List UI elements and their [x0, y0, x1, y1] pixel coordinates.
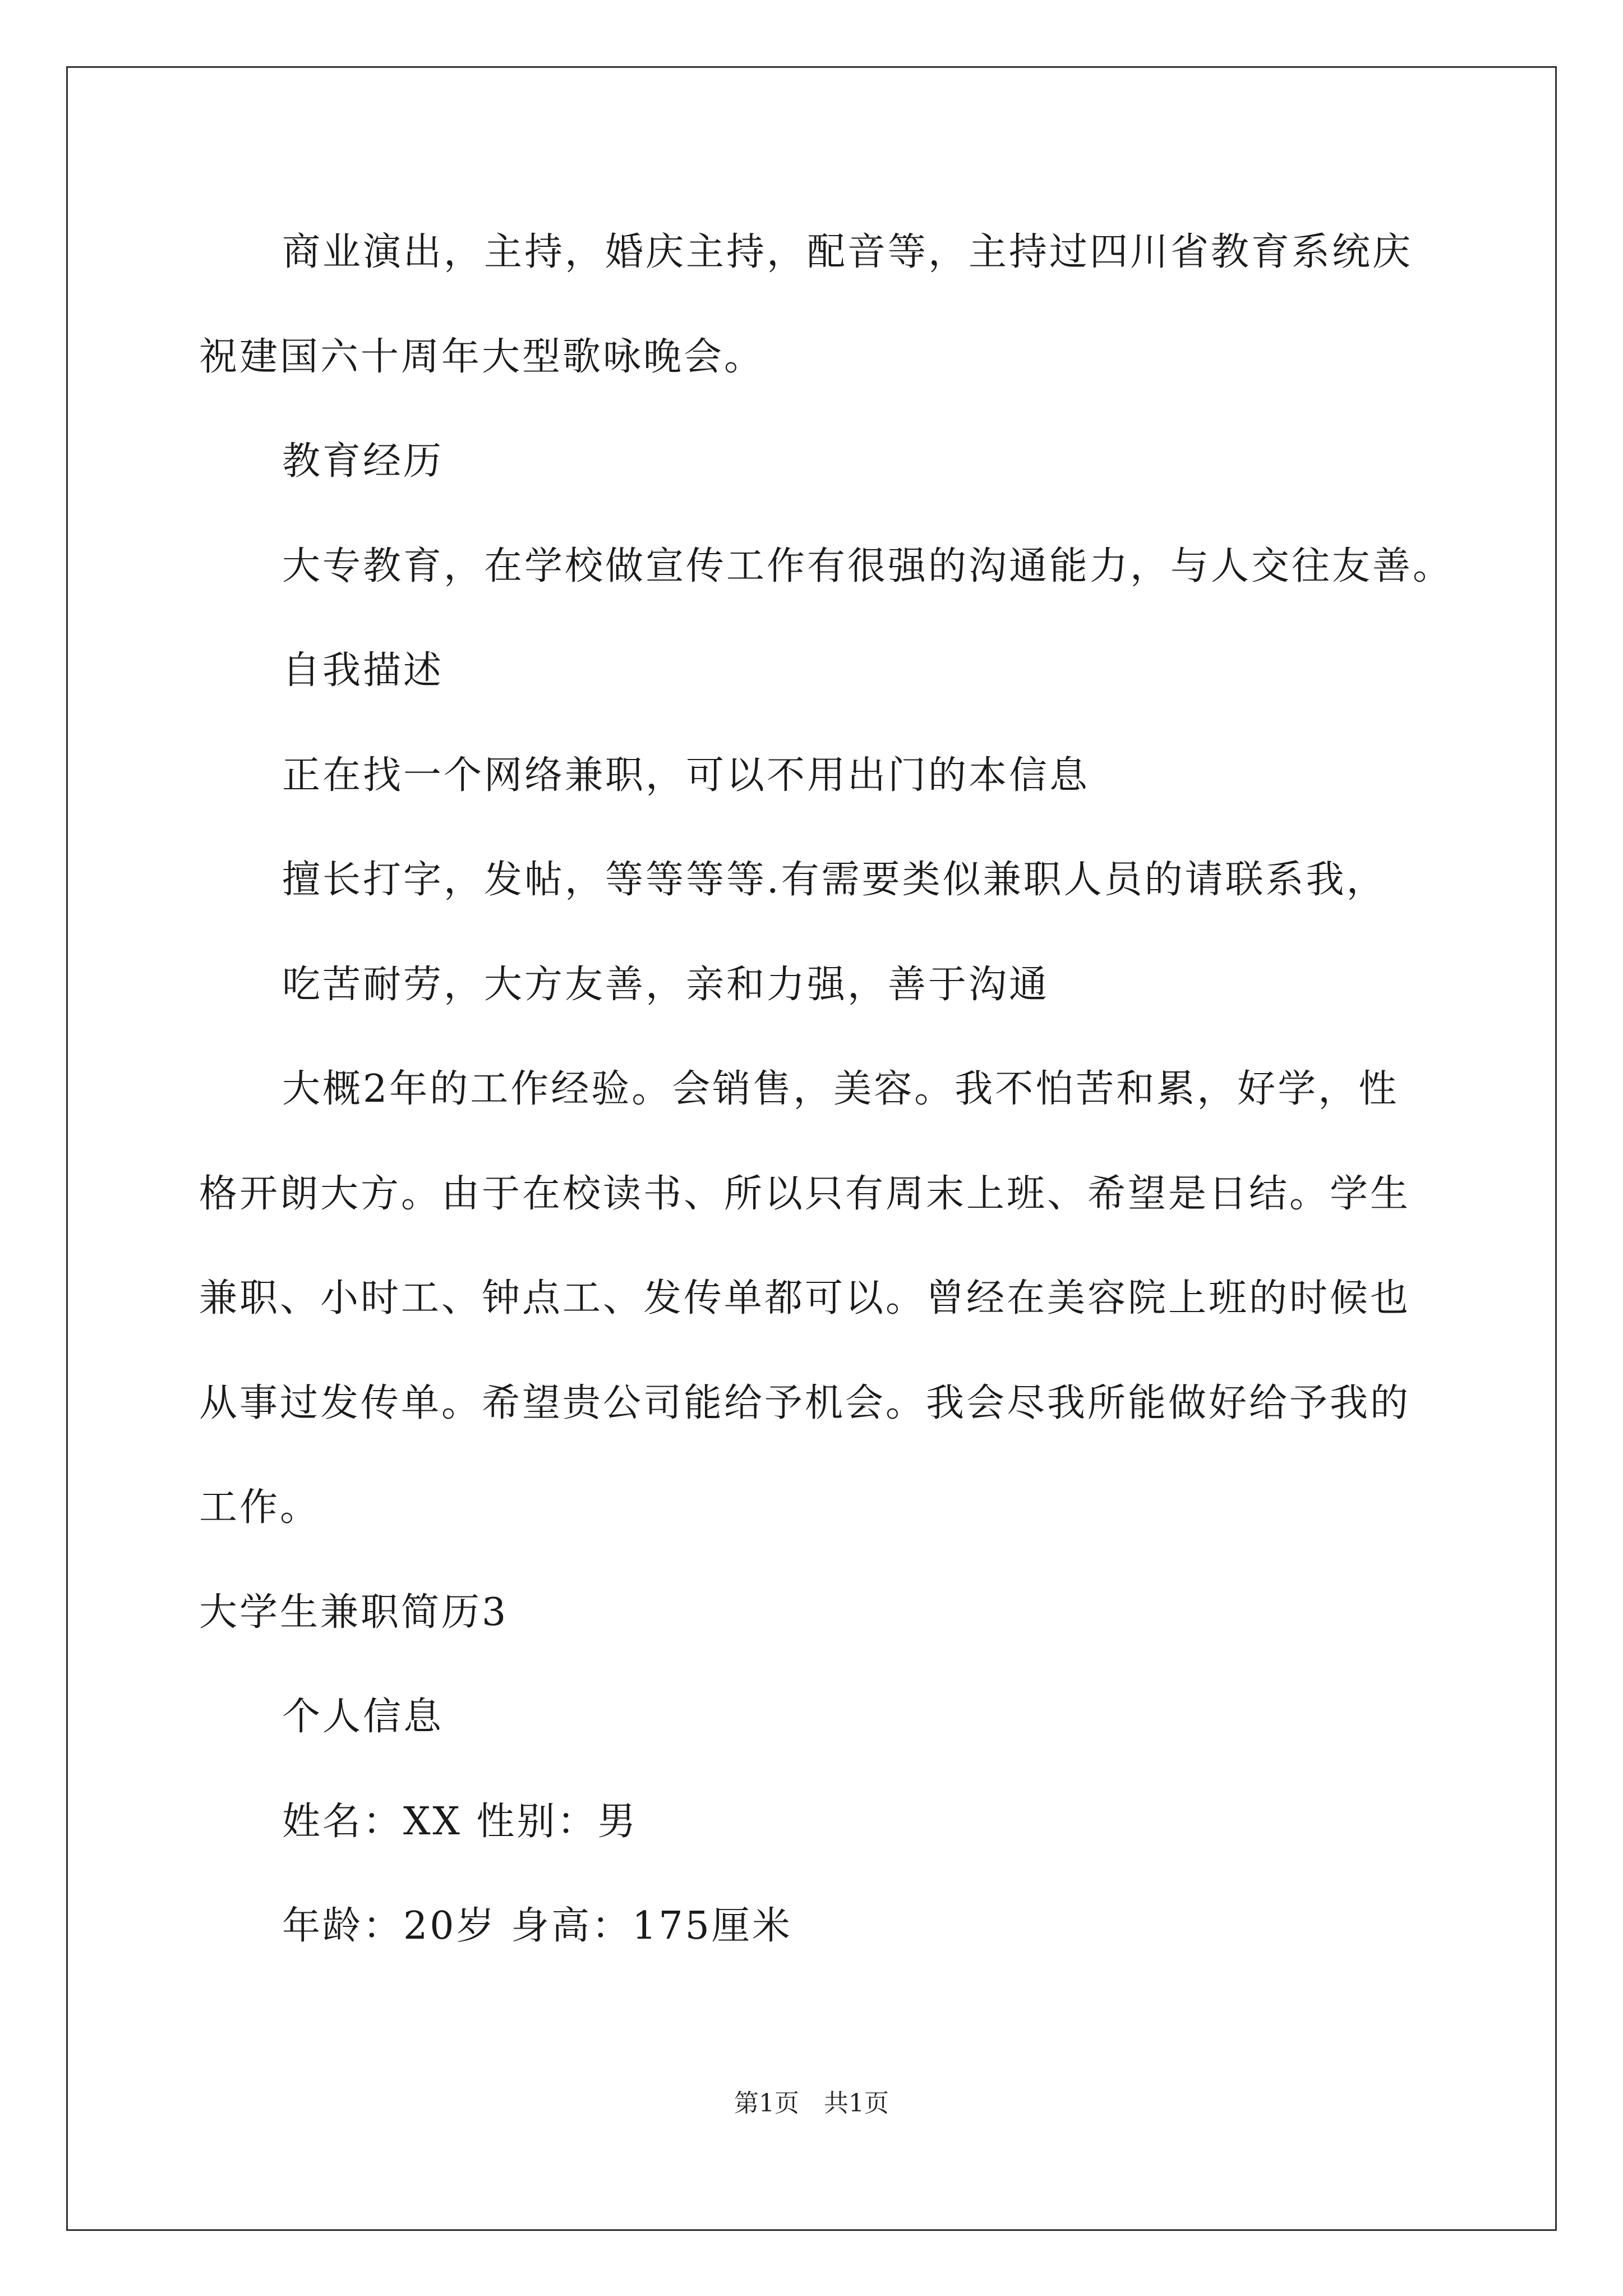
section-heading-personal-info: 个人信息 [282, 1695, 444, 1739]
page-number-total: 共1页 [824, 2089, 889, 2118]
paragraph-line: 兼职、小时工、钟点工、发传单都可以。曾经在美容院上班的时候也 [199, 1276, 1411, 1320]
paragraph-line: 工作。 [199, 1485, 321, 1530]
page-footer [0, 2087, 1623, 2120]
paragraph-line: 大专教育，在学校做宣传工作有很强的沟通能力，与人交往友善。 [282, 544, 1454, 588]
paragraph-line: 格开朗大方。由于在校读书、所以只有周末上班、希望是日结。学生 [199, 1172, 1411, 1216]
page-number-current: 第1页 [734, 2089, 799, 2118]
section-heading-self-description: 自我描述 [282, 648, 444, 693]
info-line-age-height: 年龄：20岁 身高：175厘米 [282, 1904, 792, 1948]
paragraph-line: 吃苦耐劳，大方友善，亲和力强，善于沟通 [282, 963, 1050, 1007]
info-line-name-gender: 姓名：XX 性别：男 [282, 1800, 638, 1844]
section-heading-education: 教育经历 [282, 439, 444, 484]
paragraph-line: 从事过发传单。希望贵公司能给予机会。我会尽我所能做好给予我的 [199, 1381, 1411, 1425]
paragraph-line: 祝建国六十周年大型歌咏晚会。 [199, 335, 765, 379]
paragraph-line: 商业演出，主持，婚庆主持，配音等，主持过四川省教育系统庆 [282, 230, 1413, 274]
paragraph-line: 大概2年的工作经验。会销售，美容。我不怕苦和累，好学，性 [282, 1067, 1399, 1111]
paragraph-line: 擅长打字，发帖，等等等等.有需要类似兼职人员的请联系我， [282, 858, 1387, 902]
resume-title: 大学生兼职简历3 [199, 1590, 509, 1635]
paragraph-line: 正在找一个网络兼职，可以不用出门的本信息 [282, 753, 1090, 798]
